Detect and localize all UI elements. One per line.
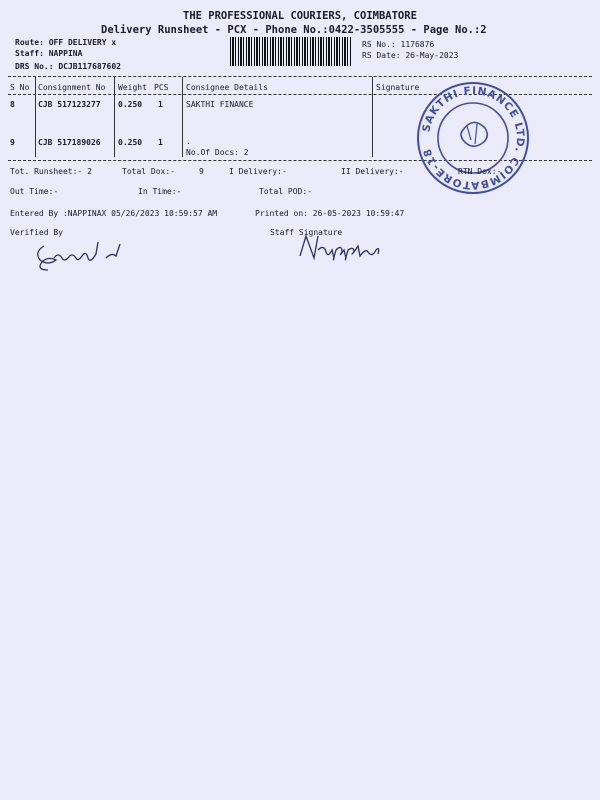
drs-number: DRS No.: DCJB117687602 [15, 62, 121, 71]
out-time: Out Time:- [10, 187, 59, 196]
row-9-pcs: 1 [158, 138, 163, 147]
row-8-weight: 0.250 [118, 100, 143, 109]
i-delivery: I Delivery:- [229, 167, 287, 176]
total-dox-value: 9 [199, 167, 204, 176]
rs-date: RS Date: 26-May-2023 [362, 51, 459, 60]
header-weight: Weight [118, 83, 147, 92]
verified-by-label: Verified By [10, 228, 63, 237]
row-8-pcs: 1 [158, 100, 163, 109]
row-9-weight: 0.250 [118, 138, 143, 147]
verifier-signature [30, 236, 130, 272]
entered-by: Entered By :NAPPINAX 05/26/2023 10:59:57 AM [10, 209, 218, 218]
col-line-2 [114, 77, 115, 157]
col-line-3 [182, 77, 183, 157]
rtn-dox: RTN Dox:- [458, 167, 502, 176]
company-seal [415, 80, 531, 196]
staff-label: Staff: NAPPINA [15, 49, 83, 58]
row-9-consignee: . [186, 137, 191, 146]
row-8-consignee: SAKTHI FINANCE [186, 100, 254, 109]
no-of-docs: No.Of Docs: 2 [186, 148, 249, 157]
header-consignee: Consignee Details [186, 83, 268, 92]
row-8-sno: 8 [10, 100, 15, 109]
route-label: Route: OFF DELIVERY x [15, 38, 117, 47]
col-line-4 [372, 77, 373, 157]
total-pod: Total POD:- [259, 187, 312, 196]
col-line-1 [35, 77, 36, 157]
svg-text:SAKTHI FINANCE LTD. COIMBATORE: SAKTHI FINANCE LTD. COIMBATORE-18 [420, 84, 527, 192]
header-pcs: PCS [154, 83, 169, 92]
header-consignment: Consignment No [38, 83, 106, 92]
row-9-sno: 9 [10, 138, 15, 147]
row-8-consignment: CJB 517123277 [38, 100, 101, 109]
company-title: THE PROFESSIONAL COURIERS, COIMBATORE [183, 10, 417, 22]
tot-runsheet: Tot. Runsheet:- 2 [10, 167, 92, 176]
ii-delivery: II Delivery:- [341, 167, 404, 176]
staff-signature [296, 230, 390, 262]
runsheet-subtitle: Delivery Runsheet - PCX - Phone No.:0422-3505555 - Page No.:2 [101, 24, 487, 36]
rs-number: RS No.: 1176876 [362, 40, 435, 49]
row-9-consignment: CJB 517189026 [38, 138, 101, 147]
total-dox-label: Total Dox:- [122, 167, 175, 176]
header-sno: S No [10, 83, 30, 92]
printed-on: Printed on: 26-05-2023 10:59:47 [255, 209, 405, 218]
barcode [230, 37, 352, 66]
staff-signature-label: Staff Signature [270, 228, 343, 237]
in-time: In Time:- [138, 187, 182, 196]
divider-top [8, 76, 592, 77]
header-signature: Signature [376, 83, 420, 92]
